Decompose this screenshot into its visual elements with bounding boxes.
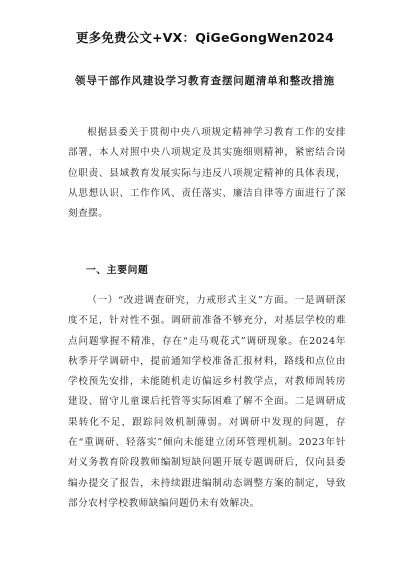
document-title: 领导干部作风建设学习教育查摆问题清单和整改措施 — [75, 75, 335, 87]
intro-paragraph: 根据县委关于贯彻中央八项规定精神学习教育工作的安排部署，本人对照中央八项规定及其实施细则精神，紧密结合岗位职责、县域教育发展实际与违反八项规定精神的具体表现，从思想认识、工作作风、责任落实、廉洁自律等方面进行了深刻查摆。 — [68, 127, 346, 220]
section-heading: 一、主要问题 — [86, 265, 149, 276]
body-paragraph: （一）“改进调查研究，力戒形式主义”方面。一是调研深度不足，针对性不强。调研前准备不够充分，对基层学校的难点问题掌握不精准，存在“走马观花式”调研现象。在2024年秋季开学调研中，提前通知学校准备汇报材料，路线和点位由学校预先安排，未能随机走访偏远乡村教学点，对教师周转房建设、留守儿童课后托管等实际困难了解不全面。二是调研成果转化不足，跟踪问效机制薄弱。对调研中发现的问题，存在“重调研、轻落实”倾向未能建立闭环管理机制。2023年针对义务教育阶段教师编制短缺问题开展专题调研后，仅向县委编办提交了报告，未持续跟进编制动态调整方案的制定，导致部分农村学校教师缺编问题仍未有效解决。 — [68, 295, 346, 509]
watermark-header: 更多免费公文+VX：QiGeGongWen2024 — [75, 30, 335, 45]
